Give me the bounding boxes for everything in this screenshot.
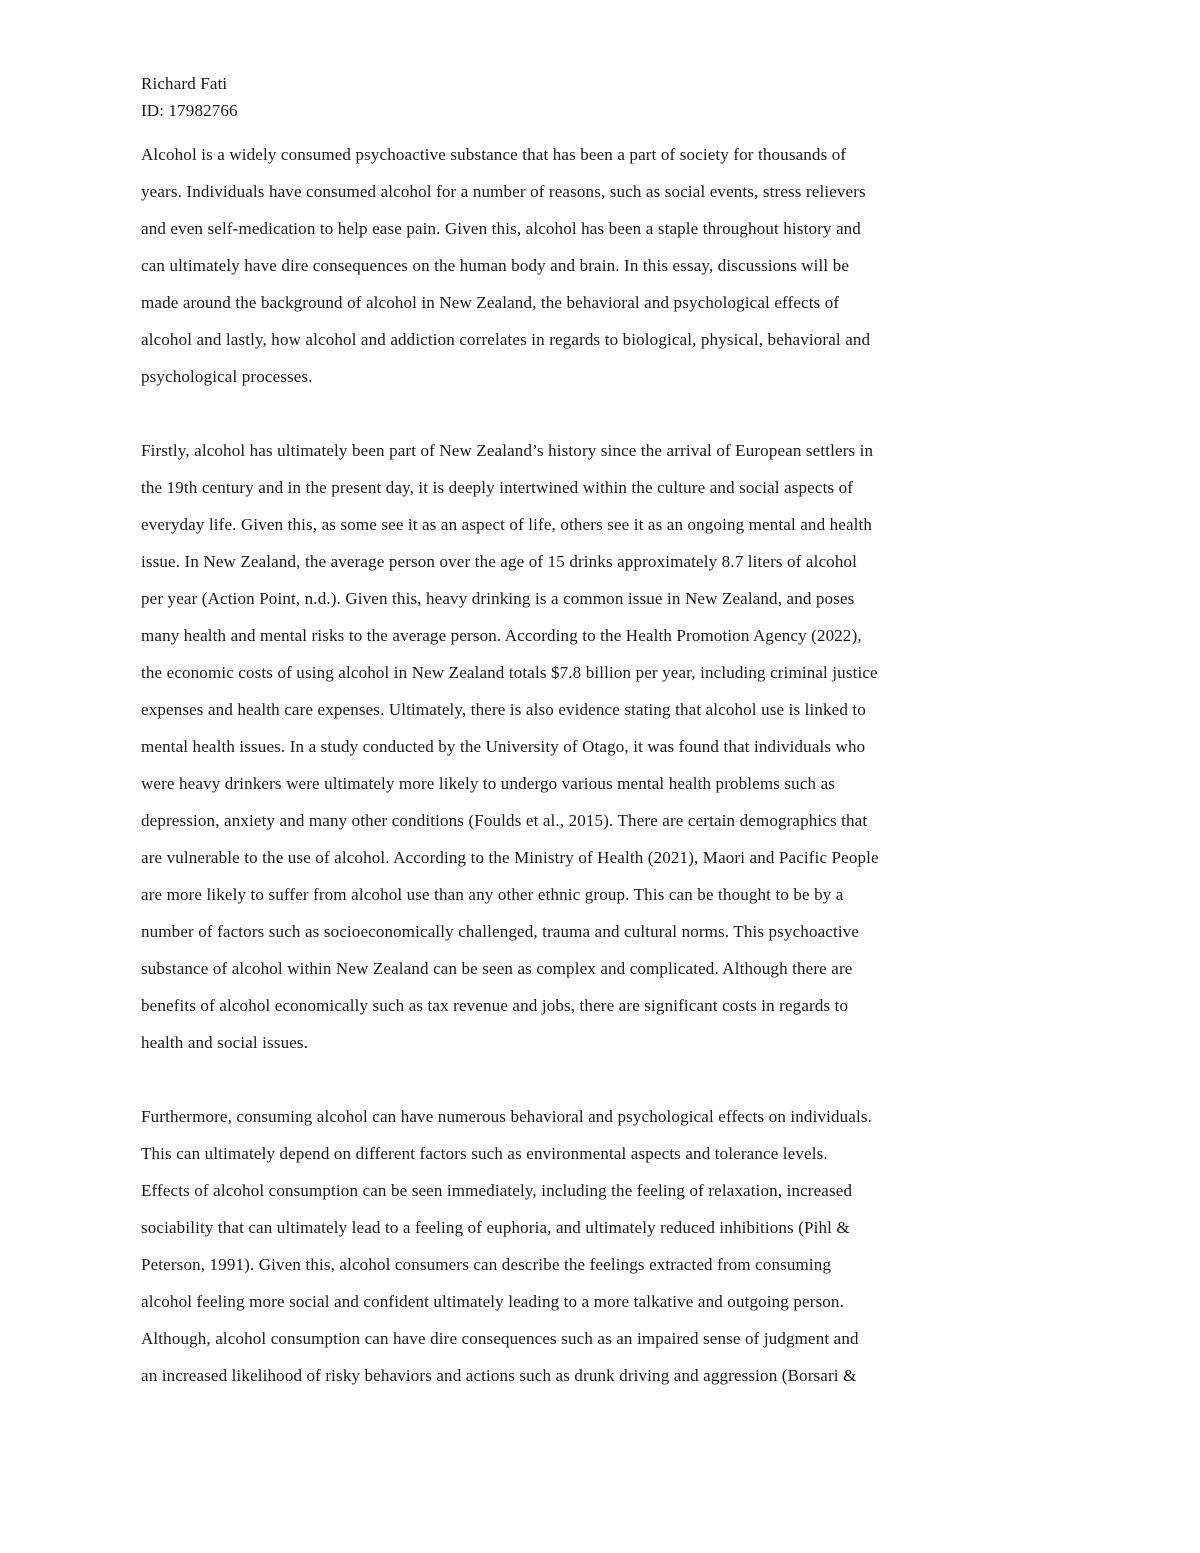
text-line: an increased likelihood of risky behaviors and actions such as drunk driving and aggression (Borsari & <box>141 1366 857 1385</box>
text-line: years. Individuals have consumed alcohol for a number of reasons, such as social events, stress relievers <box>141 182 866 201</box>
text-line: Alcohol is a widely consumed psychoactive substance that has been a part of society for thousands of <box>141 145 847 164</box>
text-line: per year (Action Point, n.d.). Given this, heavy drinking is a common issue in New Zealand, and poses <box>141 589 855 608</box>
document-body <box>141 70 1066 1394</box>
text-line: Furthermore, consuming alcohol can have numerous behavioral and psychological effects on individuals. <box>141 1107 873 1126</box>
text-line: and even self-medication to help ease pain. Given this, alcohol has been a staple throughout history and <box>141 219 861 238</box>
text-line: health and social issues. <box>141 1033 309 1052</box>
text-line: are vulnerable to the use of alcohol. According to the Ministry of Health (2021), Maori and Pacific People <box>141 848 879 867</box>
text-line: made around the background of alcohol in New Zealand, the behavioral and psychological effects of <box>141 293 840 312</box>
essay-paragraph <box>141 432 1066 1061</box>
text-line: Although, alcohol consumption can have dire consequences such as an impaired sense of judgment and <box>141 1329 859 1348</box>
essay-paragraph <box>141 1098 1066 1394</box>
text-line: sociability that can ultimately lead to a feeling of euphoria, and ultimately reduced inhibitions (Pihl & <box>141 1218 850 1237</box>
text-line: Effects of alcohol consumption can be seen immediately, including the feeling of relaxation, increased <box>141 1181 853 1200</box>
text-line: mental health issues. In a study conducted by the University of Otago, it was found that individuals who <box>141 737 866 756</box>
text-line: alcohol and lastly, how alcohol and addiction correlates in regards to biological, physical, behavioral and <box>141 330 871 349</box>
text-line: were heavy drinkers were ultimately more likely to undergo various mental health problems such as <box>141 774 836 793</box>
essay-paragraph <box>141 136 1066 395</box>
essay-text <box>141 136 1066 1394</box>
text-line: expenses and health care expenses. Ultimately, there is also evidence stating that alcohol use is linked to <box>141 700 866 719</box>
text-line: everyday life. Given this, as some see it as an aspect of life, others see it as an ongoing mental and health <box>141 515 873 534</box>
student-id: ID: 17982766 <box>141 101 238 120</box>
text-line: are more likely to suffer from alcohol use than any other ethnic group. This can be thought to be by a <box>141 885 844 904</box>
text-line: Firstly, alcohol has ultimately been part of New Zealand’s history since the arrival of European settlers in <box>141 441 874 460</box>
text-line: the 19th century and in the present day, it is deeply intertwined within the culture and social aspects of <box>141 478 854 497</box>
text-line: depression, anxiety and many other conditions (Foulds et al., 2015). There are certain demographics that <box>141 811 868 830</box>
text-line: substance of alcohol within New Zealand can be seen as complex and complicated. Although there are <box>141 959 853 978</box>
text-line: issue. In New Zealand, the average person over the age of 15 drinks approximately 8.7 liters of alcohol <box>141 552 857 571</box>
text-line: number of factors such as socioeconomically challenged, trauma and cultural norms. This psychoactive <box>141 922 860 941</box>
text-line: This can ultimately depend on different factors such as environmental aspects and tolerance levels. <box>141 1144 828 1163</box>
text-line: the economic costs of using alcohol in New Zealand totals $7.8 billion per year, including criminal justice <box>141 663 878 682</box>
author-name: Richard Fati <box>141 74 228 93</box>
text-line: alcohol feeling more social and confident ultimately leading to a more talkative and outgoing person. <box>141 1292 844 1311</box>
text-line: many health and mental risks to the average person. According to the Health Promotion Agency (2022), <box>141 626 862 645</box>
text-line: Peterson, 1991). Given this, alcohol consumers can describe the feelings extracted from consuming <box>141 1255 832 1274</box>
text-line: benefits of alcohol economically such as tax revenue and jobs, there are significant costs in regards to <box>141 996 849 1015</box>
text-line: psychological processes. <box>141 367 313 386</box>
text-line: can ultimately have dire consequences on the human body and brain. In this essay, discussions will be <box>141 256 850 275</box>
